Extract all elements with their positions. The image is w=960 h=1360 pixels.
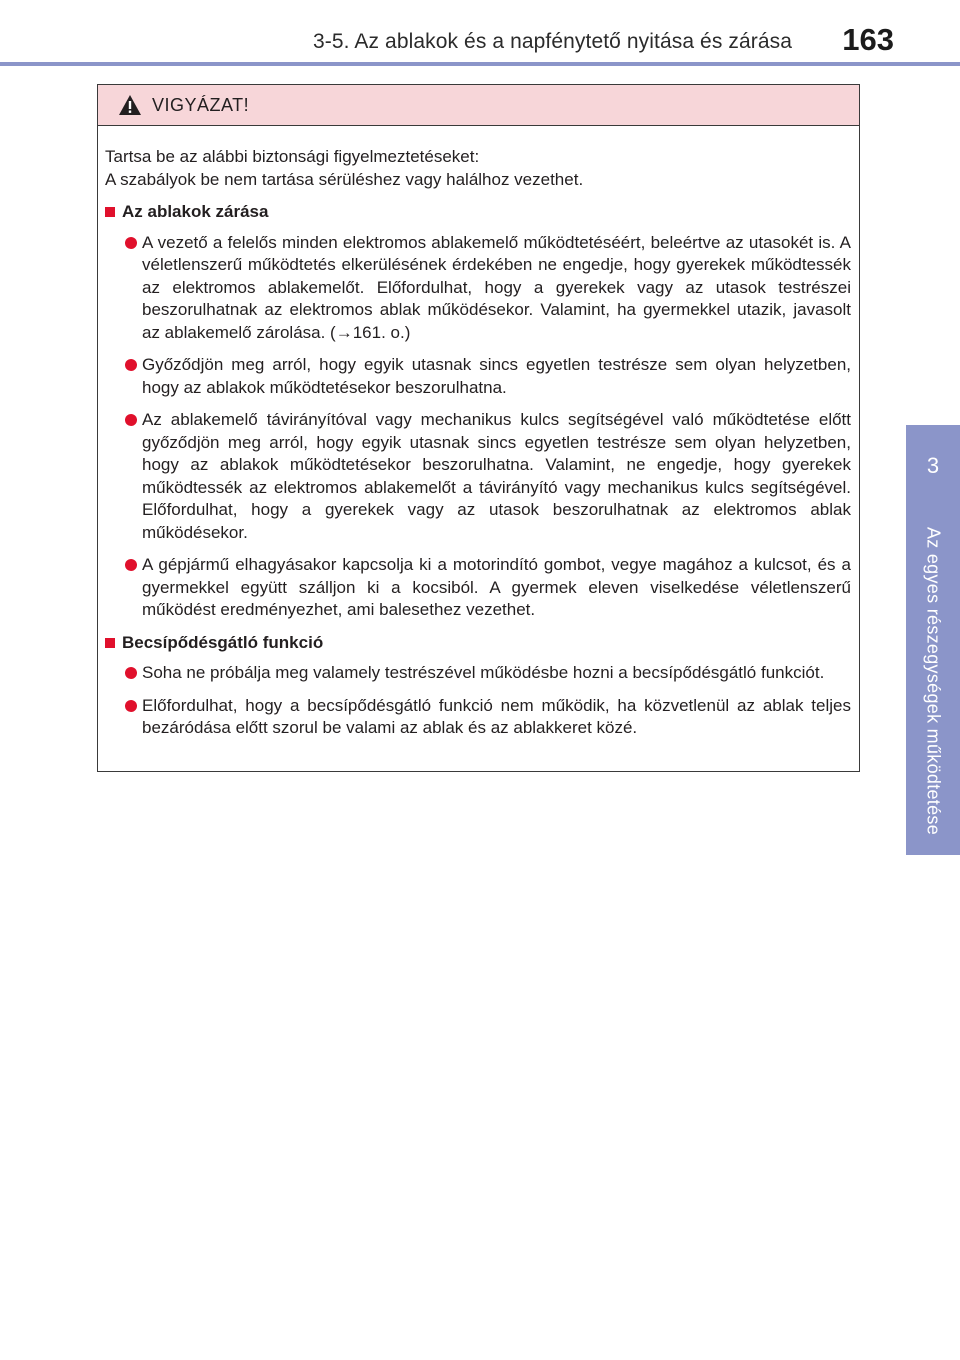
intro-line: Tartsa be az alábbi biztonsági figyelmeztetéseket:: [105, 147, 480, 166]
bullet-text: Előfordulhat, hogy a becsípődésgátló funkció nem működik, ha közvetlenül az ablak teljes bezáródása előtt szorul be valami az ablak és az ablakkeret közé.: [142, 695, 851, 737]
bullet-dot-icon: [125, 359, 137, 371]
bullet-item: [105, 662, 851, 685]
bullet-item: [105, 354, 851, 399]
chapter-tab-number: 3: [906, 425, 960, 507]
section-heading-text: Becsípődésgátló funkció: [122, 632, 324, 652]
warning-body: [98, 126, 859, 740]
bullet-item: [105, 232, 851, 345]
bullet-dot-icon: [125, 414, 137, 426]
warning-box: [97, 84, 860, 772]
bullet-item: [105, 554, 851, 622]
bullet-dot-icon: [125, 667, 137, 679]
bullet-text: Soha ne próbálja meg valamely testrészével működésbe hozni a becsípődésgátló funkciót.: [142, 663, 825, 682]
section-heading-window-closing: [105, 201, 851, 224]
header-title: 3-5. Az ablakok és a napfénytető nyitása és zárása: [313, 30, 792, 53]
bullet-dot-icon: [125, 700, 137, 712]
chapter-tab-label-text: Az egyes részegységek működtetése: [923, 526, 944, 836]
bullet-text: A vezető a felelős minden elektromos ablakemelő működtetéséért, beleértve az utasokét is. A véletlenszerű működtetés elkerülésének érdekében ne engedje, hogy gyerekek működtessék az elektromos ablakemelőt. Előfordulhat, hogy a gyerekek vagy az utasok testrészei beszorulhatnak az elektromos ablak működésekor. Valamint, ha gyermekkel utazik, javasolt az ablakemelő zárolása. (→161. o.): [142, 232, 851, 342]
bullet-text: Az ablakemelő távirányítóval vagy mechanikus kulcs segítségével való működtetése előtt győződjön meg arról, hogy egyik utasnak sincs egyetlen testrésze sem olyan helyzetben, hogy az ablakok működtetésekor beszorulhatna. Valamint, ne engedje, hogy gyerekek működtessék az elektromos ablakemelőt a távirányító vagy mechanikus kulcs segítségével. Előfordulhat, hogy a gyerekek vagy az utasok beszorulhatnak az elektromos ablak működésekor.: [142, 410, 851, 542]
bullet-item: [105, 695, 851, 740]
warning-intro: [105, 146, 851, 191]
bullet-text: Győződjön meg arról, hogy egyik utasnak sincs egyetlen testrésze sem olyan helyzetben, hogy az ablakok működtetésekor beszorulhatna.: [142, 355, 851, 397]
bullet-item: [105, 409, 851, 544]
section-heading-anti-pinch: [105, 632, 851, 655]
warning-header: [98, 85, 859, 126]
chapter-tab-label: [906, 507, 960, 855]
warning-triangle-icon: [118, 94, 142, 116]
bullet-dot-icon: [125, 559, 137, 571]
header-rule: [0, 62, 960, 66]
intro-line: A szabályok be nem tartása sérüléshez vagy halálhoz vezethet.: [105, 169, 584, 189]
warning-title: VIGYÁZAT!: [152, 94, 250, 115]
bullet-text: A gépjármű elhagyásakor kapcsolja ki a motorindító gombot, vegye magához a kulcsot, és a gyermekkel együtt szálljon ki a kocsiból. A gyermek eleven viselkedése véletlenszerű működést eredményezhet, ami balesethez vezethet.: [142, 555, 851, 619]
square-bullet-icon: [105, 207, 115, 217]
square-bullet-icon: [105, 638, 115, 648]
bullet-dot-icon: [125, 237, 137, 249]
page-number: 163: [842, 22, 894, 57]
section-heading-text: Az ablakok zárása: [122, 202, 269, 221]
